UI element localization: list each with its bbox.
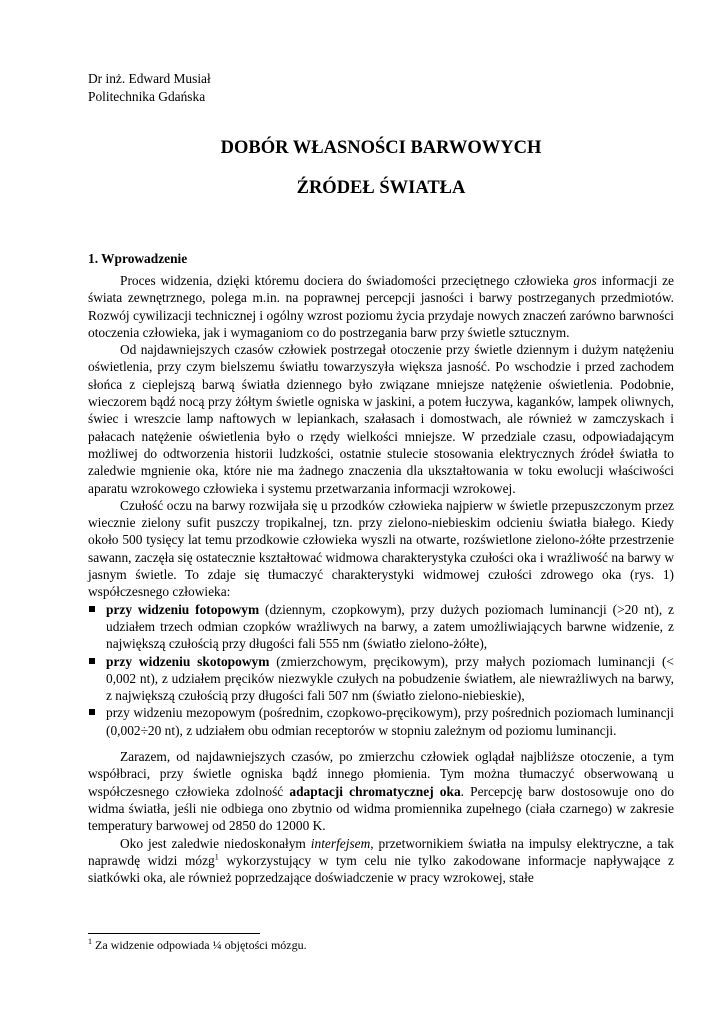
paragraph-5 (88, 835, 674, 887)
list-item-text: (dziennym, czopkowym), przy dużych poziomach luminancji (>20 nt), z udziałem trzech odmian czopków wrażliwych na barwy, a zatem umożliwiających barwne widzenie, z największą czułością przy długości fali 555 nm (światło zielono-żółte), (106, 601, 674, 652)
paragraph-5-italic: interfejsem (310, 835, 371, 851)
list-item-photopic (88, 601, 674, 653)
paragraph-5-text-b: , przetwornikiem światła na impulsy elektryczne, a tak naprawdę widzi mózg (88, 835, 674, 868)
paragraph-1-text-b: informacji ze świata zewnętrznego, polega m.in. na poprawnej percepcji jasności i barwy postrzeganych przedmiotów. Rozwój cywilizacji technicznej i ogólny wzrost poziomu życia przydaje nowych znaczeń zarówno barwności otoczenia człowieka, jak i wymaganiom co do postrzegania barw przy świetle sztucznym. (88, 273, 674, 340)
paragraph-5-text-c: wykorzystujący w tym celu nie tylko zakodowane informacje napływające z siatkówki oka, ale również poprzedzające doświadczenie w pracy wzrokowej, stałe (88, 852, 674, 886)
list-item-text: (zmierzchowym, pręcikowym), przy małych poziomach luminancji (< 0,002 nt), z udziałem pręcików niezwykle czułych na pobudzenie światłem, ale niewrażliwych na barwy, z największą czułością przy długości fali 507 nm (światło zielono-niebieskie), (106, 653, 674, 704)
title-line-2: ŹRÓDEŁ ŚWIATŁA (296, 178, 466, 198)
paragraph-5-text-a: Oko jest zaledwie niedoskonałym (120, 835, 311, 851)
list-item-text: przy widzeniu mezopowym (pośrednim, czopkowo-pręcikowym), przy pośrednich poziomach luminancji (0,002÷20 nt), z udziałem obu odmian receptorów w stopniu zależnym od poziomu luminancji. (106, 705, 674, 738)
footnote-divider (88, 933, 260, 934)
paragraph-3: Czułość oczu na barwy rozwijała się u przodków człowieka najpierw w świetle przepuszczonym przez wiecznie zielony sufit puszczy tropikalnej, tzn. przy zielono-niebieskim odcieniu światła białego. Kiedy około 500 tysięcy lat temu przodkowie człowieka wyszli na otwarte, rozświetlone zielono-żółte przestrzenie sawann, zaczęła się ostatecznie kształtować widmowa charakterystyka czułości oka i wrażliwość na barwy w jasnym świetle. To zdaje się tłumaczyć charakterystyki widmowej czułości zdrowego oka (rys. 1) współczesnego człowieka: (88, 497, 674, 600)
paragraph-1-italic: gros (573, 273, 597, 288)
footnote-reference: 1 (214, 852, 219, 862)
author-name: Dr inż. Edward Musiał (88, 71, 211, 86)
list-item-bold: przy widzeniu fotopowym (106, 601, 260, 617)
vision-types-list (88, 601, 674, 739)
footnote-text: Za widzenie odpowiada ¼ objętości mózgu. (92, 938, 307, 952)
author-affiliation: Politechnika Gdańska (88, 88, 206, 104)
bullet-square-icon (89, 606, 95, 612)
section-heading: 1. Wprowadzenie (88, 251, 188, 266)
paragraph-4-text-a: Zarazem, od najdawniejszych czasów, po zmierzchu człowiek oglądał najbliższe otoczenie, a tym współbraci, przy świetle ogniska bądź innego płomienia. Tym można tłumaczyć obserwowaną u współczesnego człowieka zdolność (88, 749, 674, 799)
paragraph-4-bold: adaptacji chromatycznej oka (289, 783, 461, 799)
list-item-bold: przy widzeniu skotopowym (106, 653, 270, 669)
bullet-square-icon (89, 658, 95, 664)
footnote-mark: 1 (88, 937, 92, 946)
body-text (88, 272, 674, 886)
paragraph-4-text-b: . Percepcję barw dostosowuje ono do widma światła, jeśli nie odbiega ono zbytnio od widma promiennika zupełnego (ciała czarnego) w zakresie temperatury barwowej od 2850 do 12000 K. (88, 783, 675, 834)
title-line-1: DOBÓR WŁASNOŚCI BARWOWYCH (220, 138, 542, 158)
list-item-scotopic (88, 653, 674, 705)
author-block (88, 70, 211, 105)
footnote (88, 938, 307, 953)
paragraph-4 (88, 748, 674, 834)
paragraph-1 (88, 272, 674, 341)
paragraph-1-text-a: Proces widzenia, dzięki któremu dociera do świadomości przeciętnego człowieka (120, 273, 574, 288)
paragraph-2: Od najdawniejszych czasów człowiek postrzegał otoczenie przy świetle dziennym i dużym natężeniu oświetlenia, przy czym bielszemu światłu towarzyszyła większa jasność. Po wschodzie i przed zachodem słońca z cieplejszą barwą światła dziennego było związane mniejsze natężenie oświetlenia. Podobnie, wieczorem bądź nocą przy żółtym świetle ogniska w jaskini, a potem łuczywa, kaganków, lampek oliwnych, świec i wreszcie lamp naftowych w lepiankach, szałasach i domostwach, ale również w zamczyskach i pałacach natężenie oświetlenia było o rzędy wielkości mniejsze. W przedziale czasu, odpowiadającym możliwej do odtworzenia historii ludzkości, ostatnie stulecie stosowania elektrycznych źródeł światła to zaledwie mgnienie oka, które nie ma żadnego znaczenia dla ukształtowania w toku ewolucji właściwości aparatu wzrokowego człowieka i systemu przetwarzania informacji wzrokowej. (88, 342, 674, 496)
bullet-square-icon (89, 709, 95, 715)
list-item-mesopic (88, 704, 674, 739)
